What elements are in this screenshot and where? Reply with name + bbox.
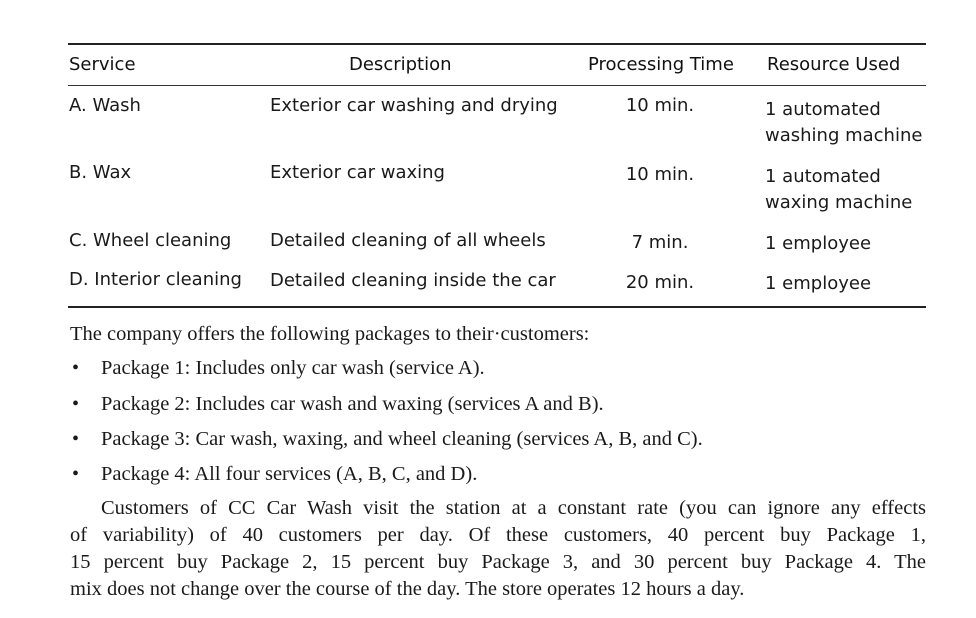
row-a-resource-line1: 1 automated bbox=[765, 99, 881, 120]
paragraph-line-2: of variability) of 40 customers per day. Of these customers, 40 percent buy Package 1, bbox=[70, 524, 926, 546]
table-top-rule bbox=[68, 43, 926, 45]
packages-intro: The company offers the following packages to their·customers: bbox=[70, 323, 590, 345]
row-d-resource-line1: 1 employee bbox=[765, 273, 872, 294]
row-b-service: B. Wax bbox=[69, 162, 132, 183]
row-c-description: Detailed cleaning of all wheels bbox=[270, 230, 546, 251]
bullet-icon: • bbox=[72, 393, 80, 415]
header-description: Description bbox=[349, 54, 452, 75]
header-processing-time: Processing Time bbox=[588, 54, 734, 75]
row-c-service: C. Wheel cleaning bbox=[69, 230, 232, 251]
row-b-time: 10 min. bbox=[625, 164, 695, 185]
row-b-resource-line2: waxing machine bbox=[765, 192, 913, 213]
header-resource-used: Resource Used bbox=[767, 54, 901, 75]
table-header-rule bbox=[68, 85, 926, 86]
row-c-resource-line1: 1 employee bbox=[765, 233, 872, 254]
row-d-time: 20 min. bbox=[625, 272, 695, 293]
bullet-icon: • bbox=[72, 463, 80, 485]
row-d-description: Detailed cleaning inside the car bbox=[270, 270, 556, 291]
header-service: Service bbox=[69, 54, 136, 75]
bullet-icon: • bbox=[72, 357, 80, 379]
package-2: Package 2: Includes car wash and waxing (services A and B). bbox=[101, 393, 604, 415]
paragraph-line-3: 15 percent buy Package 2, 15 percent buy Package 3, and 30 percent buy Package 4. The bbox=[70, 551, 926, 573]
package-1: Package 1: Includes only car wash (service A). bbox=[101, 357, 485, 379]
table-bottom-rule bbox=[68, 306, 926, 308]
row-a-service: A. Wash bbox=[69, 95, 141, 116]
paragraph-line-1: Customers of CC Car Wash visit the station at a constant rate (you can ignore any effects bbox=[101, 497, 926, 519]
package-4: Package 4: All four services (A, B, C, and D). bbox=[101, 463, 478, 485]
package-3: Package 3: Car wash, waxing, and wheel cleaning (services A, B, and C). bbox=[101, 428, 703, 450]
row-a-description: Exterior car washing and drying bbox=[270, 95, 558, 116]
row-c-time: 7 min. bbox=[631, 232, 689, 253]
bullet-icon: • bbox=[72, 428, 80, 450]
row-a-time: 10 min. bbox=[625, 95, 695, 116]
paragraph-line-4: mix does not change over the course of the day. The store operates 12 hours a day. bbox=[70, 578, 745, 600]
row-d-service: D. Interior cleaning bbox=[69, 269, 242, 290]
row-b-description: Exterior car waxing bbox=[270, 162, 445, 183]
row-a-resource-line2: washing machine bbox=[765, 125, 923, 146]
row-b-resource-line1: 1 automated bbox=[765, 166, 881, 187]
demand-paragraph bbox=[70, 495, 926, 603]
